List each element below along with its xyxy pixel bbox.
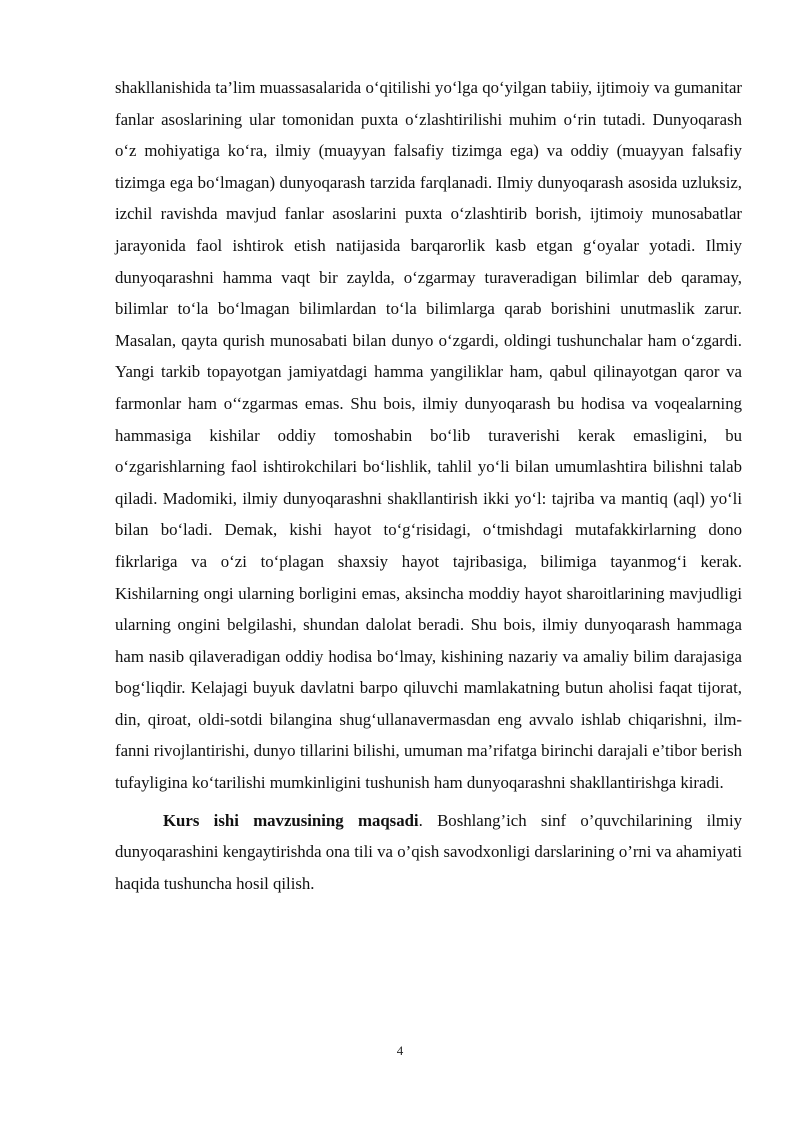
paragraph-maqsad — [115, 805, 742, 900]
paragraph-dunyoqarash: shakllanishida ta’lim muassasalarida o‘qitilishi yo‘lga qo‘yilgan tabiiy, ijtimoiy va gumanitar fanlar asoslarining ular tomonidan puxta o‘zlashtirilishi muhim o‘rin tutadi. Dunyoqarash o‘z mohiyatiga ko‘ra, ilmiy (muayyan falsafiy tizimga ega) va oddiy (muayyan falsafiy tizimga ega bo‘lmagan) dunyoqarash tarzida farqlanadi. Ilmiy dunyoqarash asosida uzluksiz, izchil ravishda mavjud fanlar asoslarini puxta o‘zlashtirib borish, ijtimoiy munosabatlar jarayonida faol ishtirok etish natijasida barqarorlik kasb etgan g‘oyalar yotadi. Ilmiy dunyoqarashni hamma vaqt bir zaylda, o‘zgarmay turaveradigan bilimlar deb qaramay, bilimlar to‘la bo‘lmagan bilimlardan to‘la bilimlarga qarab borishini unutmaslik zarur. Masalan, qayta qurish munosabati bilan dunyo o‘zgardi, oldingi tushunchalar ham o‘zgardi. Yangi tarkib topayotgan jamiyatdagi hamma yangiliklar ham, qabul qilinayotgan qaror va farmonlar ham o‘‘zgarmas emas. Shu bois, ilmiy dunyoqarash bu hodisa va voqealarning hammasiga kishilar oddiy tomoshabin bo‘lib turaverishi kerak emasligini, bu o‘zgarishlarning faol ishtirokchilari bo‘lishlik, tahlil yo‘li bilan umumlashtira bilishni talab qiladi. Madomiki, ilmiy dunyoqarashni shakllantirish ikki yo‘l: tajriba va mantiq (aql) yo‘li bilan bo‘ladi. Demak, kishi hayot to‘g‘risidagi, o‘tmishdagi mutafakkirlarning dono fikrlariga va o‘zi to‘plagan shaxsiy hayot tajribasiga, bilimiga tayanmog‘i kerak. Kishilarning ongi ularning borligini emas, aksincha moddiy hayot sharoitlarining mavjudligi ularning ongini belgilashi, shundan dalolat beradi. Shu bois, ilmiy dunyoqarash hammaga ham nasib qilaveradigan oddiy hodisa bo‘lmay, kishining nazariy va amaliy bilim darajasiga bog‘liqdir. Kelajagi buyuk davlatni barpo qiluvchi mamlakatning butun aholisi faqat tijorat, din, qiroat, oldi-sotdi bilangina shug‘ullanavermasdan eng avvalo ishlab chiqarishni, ilm-fanni rivojlantirishi, dunyo tillarini bilishi, umuman ma’rifatga birinchi darajali e’tibor berish tufayligina ko‘tarilishi mumkinligini tushunish ham dunyoqarashni shakllantirishga kiradi. — [115, 78, 742, 793]
page-number: 4 — [396, 1043, 404, 1058]
body-text — [115, 72, 742, 899]
paragraph-maqsad-heading: Kurs ishi mavzusining maqsadi — [163, 810, 419, 830]
paragraph-maqsad-body: . Boshlang’ich sinf o’quvchilarining ilmiy dunyoqarashini kengaytirishda ona tili va o’qish savodxonligi darslarining o’rni va ahamiyati haqida tushuncha hosil qilish. — [115, 810, 742, 893]
